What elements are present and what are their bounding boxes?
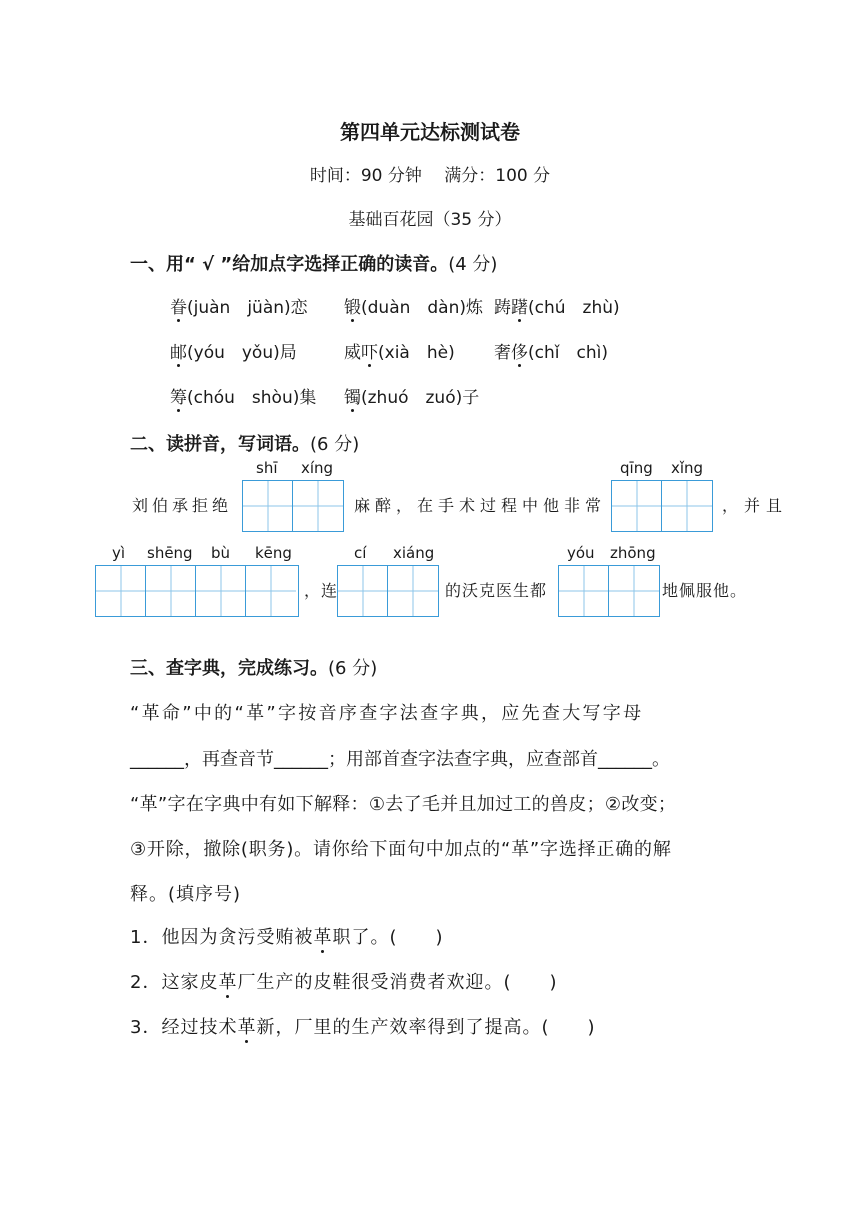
s3-question-2: 2．这家皮革厂生产的皮鞋很受消费者欢迎。( )	[130, 968, 558, 994]
section3-heading-text: 三、查字典，完成练习。	[130, 658, 328, 679]
section3-heading	[130, 654, 377, 680]
s3-paragraph-2: ______，再查音节______；用部首查字法查字典，应查部首______。	[130, 749, 670, 770]
s2-text-4: ，连	[304, 581, 339, 600]
grid-cell[interactable]	[243, 481, 293, 531]
s2-pinyin-3-2: bù	[211, 544, 231, 562]
s1-item-1-0: 邮(yóu yǒu)局	[170, 338, 297, 363]
s3-paragraph-1: “革命”中的“革”字按音序查字法查字典，应先查大写字母	[130, 703, 644, 724]
time-score-info: 时间：90 分钟 满分：100 分	[309, 166, 551, 186]
s2-answer-grid-2[interactable]	[611, 480, 713, 532]
part-heading: 基础百花园（35 分）	[348, 210, 512, 230]
section2-points: (6 分)	[310, 434, 360, 455]
s2-answer-grid-3[interactable]	[95, 565, 299, 617]
s2-pinyin-3-3: kēng	[255, 544, 292, 562]
s1-item-0-1: 锻(duàn dàn)炼	[344, 293, 483, 318]
s3-question-3: 3．经过技术革新，厂里的生产效率得到了提高。( )	[130, 1013, 596, 1039]
grid-cell[interactable]	[338, 566, 388, 616]
section2-heading-text: 二、读拼音，写词语。	[130, 434, 310, 455]
s2-pinyin-2-1: xǐng	[671, 459, 704, 477]
s2-text-2: 麻醉，在手术过程中他非常	[354, 496, 607, 515]
grid-cell[interactable]	[662, 481, 712, 531]
s3-paragraph-5: 释。(填序号)	[130, 884, 242, 905]
s2-text-6: 地佩服他。	[662, 581, 748, 600]
grid-cell[interactable]	[559, 566, 609, 616]
s2-pinyin-4-1: xiáng	[393, 544, 435, 562]
s3-paragraph-3: “革”字在字典中有如下解释：①去了毛并且加过工的兽皮；②改变；	[130, 794, 677, 815]
s2-pinyin-3-1: shēng	[147, 544, 193, 562]
s2-pinyin-5-0: yóu	[567, 544, 595, 562]
s2-pinyin-5-1: zhōng	[610, 544, 656, 562]
s1-item-1-1: 威吓(xià hè)	[344, 338, 455, 363]
s2-text-1: 刘伯承拒绝	[132, 496, 233, 515]
grid-cell[interactable]	[146, 566, 196, 616]
grid-cell[interactable]	[246, 566, 296, 616]
section1-points: (4 分)	[448, 254, 498, 275]
s2-text-3: ，并且	[722, 496, 789, 515]
s1-item-0-0: 眷(juàn jüàn)恋	[170, 293, 308, 318]
s2-pinyin-1-0: shī	[256, 459, 278, 477]
grid-cell[interactable]	[609, 566, 659, 616]
s2-pinyin-3-0: yì	[112, 544, 126, 562]
s2-text-5: 的沃克医生都	[445, 581, 548, 600]
section3-points: (6 分)	[328, 658, 378, 679]
s2-answer-grid-5[interactable]	[558, 565, 660, 617]
section1-heading	[130, 250, 497, 276]
s1-item-0-2: 踌躇(chú zhù)	[494, 293, 620, 318]
section2-heading	[130, 430, 359, 456]
grid-cell[interactable]	[96, 566, 146, 616]
grid-cell[interactable]	[388, 566, 438, 616]
s1-item-1-2: 奢侈(chǐ chì)	[494, 338, 608, 363]
page-title: 第四单元达标测试卷	[340, 120, 520, 144]
s2-pinyin-1-1: xíng	[301, 459, 334, 477]
section1-heading-text: 一、用“ √ ”给加点字选择正确的读音。	[130, 254, 449, 275]
grid-cell[interactable]	[612, 481, 662, 531]
s2-pinyin-4-0: cí	[354, 544, 367, 562]
grid-cell[interactable]	[196, 566, 246, 616]
s2-answer-grid-4[interactable]	[337, 565, 439, 617]
s1-item-2-0: 筹(chóu shòu)集	[170, 383, 316, 408]
s3-question-1: 1．他因为贪污受贿被革职了。( )	[130, 923, 444, 949]
s1-item-2-1: 镯(zhuó zuó)子	[344, 383, 479, 408]
s2-answer-grid-1[interactable]	[242, 480, 344, 532]
s3-paragraph-4: ③开除，撤除(职务)。请你给下面句中加点的“革”字选择正确的解	[130, 839, 672, 860]
grid-cell[interactable]	[293, 481, 343, 531]
s2-pinyin-2-0: qīng	[620, 459, 653, 477]
